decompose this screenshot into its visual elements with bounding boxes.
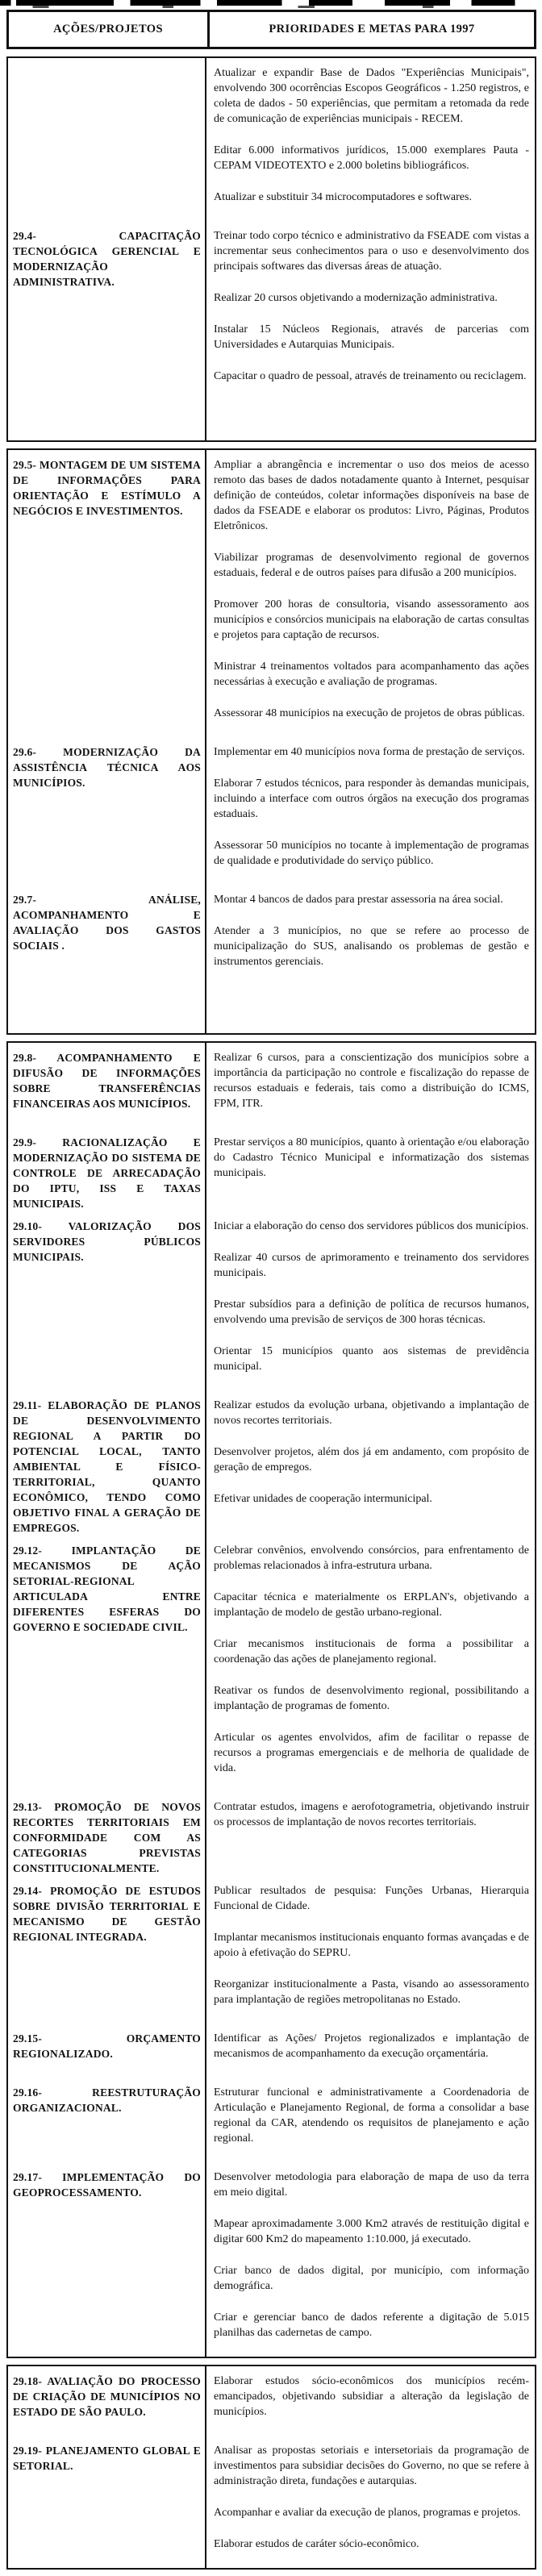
table-row (8, 450, 535, 737)
action-cell (8, 2024, 205, 2078)
meta-paragraph: Implantar mecanismos institucionais enquanto formas avançadas e de apoio à efetivação do SEPRU. (214, 1932, 529, 1959)
meta-paragraph: Capacitar o quadro de pessoal, através de treinamento ou reciclagem. (214, 370, 527, 382)
table-row (8, 737, 535, 885)
table-body-box (6, 448, 536, 1035)
meta-paragraph: Acompanhar e avaliar da execução de planos, programas e projetos. (214, 2507, 521, 2519)
table-row (8, 2366, 535, 2436)
table-row (8, 1128, 535, 1211)
meta-paragraph: Desenvolver metodologia para elaboração de mapa de uso da terra em meio digital. (214, 2171, 529, 2199)
table-row (8, 2078, 535, 2162)
meta-paragraph: Editar 6.000 informativos jurídicos, 15.000 exemplares Pauta - CEPAM VIDEOTEXTO e 2.000 boletins bibliográficos. (214, 144, 529, 172)
meta-paragraph: Atualizar e substituir 34 microcomputadores e softwares. (214, 191, 472, 203)
meta-paragraph: Assessorar 48 municípios na execução de projetos de obras públicas. (214, 707, 525, 719)
action-cell (8, 885, 205, 1033)
action-label: 29.11- ELABORAÇÃO DE PLANOS DE DESENVOLVIMENTO REGIONAL A PARTIR DO POTENCIAL LOCAL, TANTO AMBIENTAL E FÍSICO-TERRITORIAL, QUANTO ECONÔMICO, TENDO COMO OBJETIVO FINAL A GERAÇÃO DE EMPREGOS. (13, 1399, 201, 1534)
action-cell (8, 1390, 205, 1536)
action-label: 29.8- ACOMPANHAMENTO E DIFUSÃO DE INFORMAÇÕES SOBRE TRANSFERÊNCIAS FINANCEIRAS AOS MUNICÍPIOS. (13, 1052, 201, 1110)
meta-paragraph: Realizar 20 cursos objetivando a modernização administrativa. (214, 292, 498, 304)
metas-cell (205, 1792, 535, 1876)
action-label: 29.4- CAPACITAÇÃO TECNOLÓGICA GERENCIAL E MODERNIZAÇÃO ADMINISTRATIVA. (13, 230, 201, 288)
meta-paragraph: Iniciar a elaboração do censo dos servidores públicos dos municípios. (214, 1220, 529, 1232)
meta-paragraph: Elaborar estudos de caráter sócio-econômico. (214, 2538, 419, 2550)
table-row (8, 2024, 535, 2078)
meta-paragraph: Prestar serviços a 80 municípios, quanto à orientação e/ou elaboração do Cadastro Técnico Municipal e informatização dos sistemas municipais. (214, 1136, 529, 1179)
action-cell (8, 2162, 205, 2357)
table-body-box (6, 56, 536, 442)
metas-cell (205, 1390, 535, 1536)
meta-paragraph: Celebrar convênios, envolvendo consórcios, para enfrentamento de problemas relacionados à infra-estrutura urbana. (214, 1544, 529, 1572)
table-row (8, 1536, 535, 1792)
table-row (8, 1211, 535, 1390)
meta-paragraph: Mapear aproximadamente 3.000 Km2 através de restituição digital e digitar 600 Km2 do mapeamento 1:10.000, já executado. (214, 2218, 529, 2245)
scan-artifact-top (0, 0, 542, 6)
meta-paragraph: Estruturar funcional e administrativamente a Coordenadoria de Articulação e Planejamento Regional, de forma a consolidar a base regional da CAR, atendendo os requisitos de planejamento e ação regional. (214, 2086, 529, 2145)
table-row (8, 1876, 535, 2024)
metas-cell (205, 737, 535, 885)
table-row (8, 221, 535, 440)
table-row (8, 1390, 535, 1536)
meta-paragraph: Elaborar 7 estudos técnicos, para responder às demandas municipais, incluindo a interface com outros órgãos na execução dos programas estaduais. (214, 777, 529, 820)
meta-paragraph: Ampliar a abrangência e incrementar o uso dos meios de acesso remoto das bases de dados notadamente quanto à Internet, pesquisar definição de conteúdos, coletar informações disponíveis na base de dados da FSEADE e elaborar os produtos: Livro, Páginas, Produtos Eletrônicos. (214, 459, 529, 532)
action-cell (8, 2436, 205, 2568)
meta-paragraph: Reativar os fundos de desenvolvimento regional, possibilitando a implantação de programas de fomento. (214, 1685, 529, 1712)
meta-paragraph: Treinar todo corpo técnico e administrativo da FSEADE com vistas a incrementar seus conhecimentos para o uso e desenvolvimento dos principais softwares das diversas áreas de atuação. (214, 230, 529, 273)
action-label: 29.19- PLANEJAMENTO GLOBAL E SETORIAL. (13, 2445, 201, 2472)
table-body (6, 56, 536, 2570)
table-body-box (6, 1041, 536, 2358)
meta-paragraph: Publicar resultados de pesquisa: Funções Urbanas, Hierarquia Funcional de Cidade. (214, 1885, 529, 1912)
meta-paragraph: Identificar as Ações/ Projetos regionalizados e implantação de mecanismos de acompanhamento da execução orçamentária. (214, 2032, 529, 2060)
meta-paragraph: Assessorar 50 municípios no tocante à implementação de programas de qualidade e produtividade do serviço público. (214, 840, 529, 867)
meta-paragraph: Ministrar 4 treinamentos voltados para acompanhamento das ações necessárias à execução e avaliação de programas. (214, 661, 529, 688)
meta-paragraph: Realizar 6 cursos, para a conscientização dos municípios sobre a importância da participação no controle e fiscalização do repasse de recursos estaduais e federais, tais como a distribuição do ICMS, FPM, ITR. (214, 1052, 529, 1110)
table-row (8, 2436, 535, 2568)
meta-paragraph: Prestar subsídios para a definição de política de recursos humanos, envolvendo uma previsão de serviços de 300 horas técnicas. (214, 1298, 529, 1326)
action-label: 29.7- ANÁLISE, ACOMPANHAMENTO E AVALIAÇÃO DOS GASTOS SOCIAIS . (13, 894, 201, 952)
meta-paragraph: Instalar 15 Núcleos Regionais, através de parcerias com Universidades e Autarquias Municipais. (214, 323, 529, 351)
table-row (8, 2162, 535, 2357)
action-label: 29.16- REESTRUTURAÇÃO ORGANIZACIONAL. (13, 2086, 201, 2114)
action-cell (8, 1876, 205, 2024)
metas-cell (205, 2366, 535, 2436)
meta-paragraph: Desenvolver projetos, além dos já em andamento, com propósito de geração de empregos. (214, 1446, 529, 1473)
action-label: 29.9- RACIONALIZAÇÃO E MODERNIZAÇÃO DO SISTEMA DE CONTROLE DE ARRECADAÇÃO DO IPTU, ISS E TAXAS MUNICIPAIS. (13, 1136, 201, 1210)
metas-cell (205, 885, 535, 1033)
table-body-box (6, 2365, 536, 2570)
action-cell (8, 1128, 205, 1211)
action-cell (8, 221, 205, 440)
action-label: 29.5- MONTAGEM DE UM SISTEMA DE INFORMAÇÕES PARA ORIENTAÇÃO E ESTÍMULO A NEGÓCIOS E INVESTIMENTOS. (13, 459, 201, 517)
table-row (8, 885, 535, 1033)
table-row (8, 58, 535, 221)
action-cell (8, 2078, 205, 2162)
meta-paragraph: Atualizar e expandir Base de Dados "Experiências Municipais", envolvendo 300 ocorrências Escopos Geográficos - 1.250 registros, e coleta de dados - 50 experiências, que permitam a retomada da rede de comunicação de experiências municipais - RECEM. (214, 67, 529, 125)
table-header-row (6, 10, 536, 49)
metas-cell (205, 1536, 535, 1792)
meta-paragraph: Reorganizar institucionalmente a Pasta, visando ao assessoramento para implantação de regiões metropolitanas no Estado. (214, 1978, 529, 2006)
meta-paragraph: Realizar estudos da evolução urbana, objetivando a implantação de novos recortes territoriais. (214, 1399, 529, 1427)
action-label: 29.12- IMPLANTAÇÃO DE MECANISMOS DE AÇÃO SETORIAL-REGIONAL ARTICULADA ENTRE DIFERENTES ESFERAS DO GOVERNO E SOCIEDADE CIVIL. (13, 1544, 201, 1633)
action-label: 29.17- IMPLEMENTAÇÃO DO GEOPROCESSAMENTO. (13, 2171, 201, 2199)
metas-cell (205, 2436, 535, 2568)
meta-paragraph: Efetivar unidades de cooperação intermunicipal. (214, 1493, 432, 1505)
action-label: 29.18- AVALIAÇÃO DO PROCESSO DE CRIAÇÃO DE MUNICÍPIOS NO ESTADO DE SÃO PAULO. (13, 2375, 201, 2418)
metas-cell (205, 58, 535, 221)
meta-paragraph: Elaborar estudos sócio-econômicos dos municípios recém-emancipados, objetivando subsidiar a alteração da legislação de municípios. (214, 2375, 529, 2418)
meta-paragraph: Implementar em 40 municípios nova forma de prestação de serviços. (214, 746, 525, 758)
metas-cell (205, 221, 535, 440)
meta-paragraph: Capacitar técnica e materialmente os ERPLAN's, objetivando a implantação de modelo de gestão urbano-regional. (214, 1591, 529, 1619)
column-header-prioridades-metas: PRIORIDADES E METAS PARA 1997 (207, 12, 534, 47)
action-cell (8, 1211, 205, 1390)
meta-paragraph: Atender a 3 municípios, no que se refere ao processo de municipalização do SUS, analisando os problemas de gestão e instrumentos gerenciais. (214, 925, 529, 968)
meta-paragraph: Criar banco de dados digital, por município, com informação demográfica. (214, 2265, 529, 2292)
action-cell (8, 737, 205, 885)
action-label: 29.10- VALORIZAÇÃO DOS SERVIDORES PÚBLICOS MUNICIPAIS. (13, 1220, 201, 1263)
metas-cell (205, 1128, 535, 1211)
metas-cell (205, 2078, 535, 2162)
metas-cell (205, 1876, 535, 2024)
action-label: 29.6- MODERNIZAÇÃO DA ASSISTÊNCIA TÉCNICA AOS MUNICÍPIOS. (13, 746, 201, 789)
meta-paragraph: Montar 4 bancos de dados para prestar assessoria na área social. (214, 894, 503, 906)
action-cell (8, 2366, 205, 2436)
meta-paragraph: Orientar 15 municípios quanto aos sistemas de previdência municipal. (214, 1345, 529, 1373)
metas-cell (205, 2162, 535, 2357)
meta-paragraph: Contratar estudos, imagens e aerofotogrametria, objetivando instruir os processos de implantação de novos recortes territoriais. (214, 1801, 529, 1828)
meta-paragraph: Analisar as propostas setoriais e intersetoriais da programação de investimentos para subsidiar decisões do Governo, no que se refere à administração direta, fundações e autarquias. (214, 2445, 529, 2487)
meta-paragraph: Realizar 40 cursos de aprimoramento e treinamento dos servidores municipais. (214, 1252, 529, 1279)
action-cell (8, 1043, 205, 1128)
table-row (8, 1792, 535, 1876)
action-label: 29.13- PROMOÇÃO DE NOVOS RECORTES TERRITORIAIS EM CONFORMIDADE COM AS CATEGORIAS PREVISTAS CONSTITUCIONALMENTE. (13, 1801, 201, 1874)
meta-paragraph: Criar mecanismos institucionais de forma a possibilitar a coordenação das ações de planejamento regional. (214, 1638, 529, 1665)
action-cell (8, 1536, 205, 1792)
meta-paragraph: Viabilizar programas de desenvolvimento regional de governos estaduais, federal e de outros países para difusão a 200 municípios. (214, 552, 529, 579)
action-label: 29.14- PROMOÇÃO DE ESTUDOS SOBRE DIVISÃO TERRITORIAL E MECANISMO DE GESTÃO REGIONAL INTEGRADA. (13, 1885, 201, 1943)
action-cell (8, 58, 205, 221)
column-header-acoes-projetos: AÇÕES/PROJETOS (53, 23, 163, 35)
meta-paragraph: Criar e gerenciar banco de dados referente a digitação de 5.015 planilhas das cadernetas de campo. (214, 2311, 529, 2339)
metas-cell (205, 1043, 535, 1128)
action-cell (8, 450, 205, 737)
metas-cell (205, 450, 535, 737)
action-cell (8, 1792, 205, 1876)
table-row (8, 1043, 535, 1128)
action-label: 29.15- ORÇAMENTO REGIONALIZADO. (13, 2032, 201, 2060)
meta-paragraph: Promover 200 horas de consultoria, visando assessoramento aos municípios e consórcios municipais na elaboração de cartas consultas e projetos para captação de recursos. (214, 598, 529, 641)
metas-cell (205, 1211, 535, 1390)
metas-cell (205, 2024, 535, 2078)
meta-paragraph: Articular os agentes envolvidos, afim de facilitar o repasse de recursos a programas emergenciais e de melhoria de qualidade de vida. (214, 1732, 529, 1774)
